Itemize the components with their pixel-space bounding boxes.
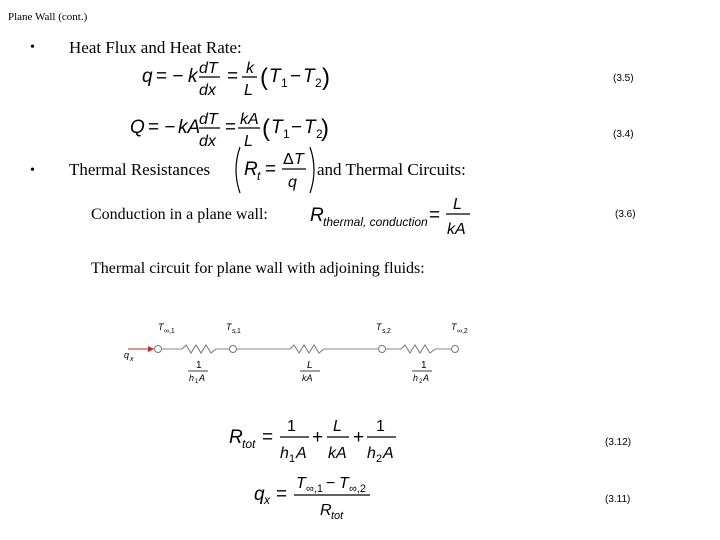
svg-text:h: h xyxy=(189,373,195,383)
svg-text:): ) xyxy=(321,115,329,142)
svg-text:kA: kA xyxy=(178,117,201,138)
thermal-circuits-text: and Thermal Circuits: xyxy=(317,160,466,179)
heat-flow-label xyxy=(124,350,134,363)
svg-text:−: − xyxy=(326,475,336,492)
svg-text:k: k xyxy=(188,66,198,87)
svg-text:=: = xyxy=(262,427,274,448)
svg-text:+: + xyxy=(353,427,365,448)
svg-text:= −: = − xyxy=(148,117,176,138)
svg-text:Q: Q xyxy=(130,117,145,138)
equation-number-3-12: (3.12) xyxy=(605,437,632,448)
bullet-marker: • xyxy=(30,163,35,178)
svg-text:2: 2 xyxy=(376,453,383,465)
svg-text:dT: dT xyxy=(199,111,218,128)
equation-number-3-6: (3.6) xyxy=(615,209,636,220)
svg-text:dx: dx xyxy=(199,82,216,99)
svg-text:R: R xyxy=(229,427,243,448)
equation-number-3-11: (3.11) xyxy=(605,494,631,505)
bullet-marker: • xyxy=(30,40,35,55)
equation-number-3-5: (3.5) xyxy=(613,73,634,84)
svg-text:2: 2 xyxy=(419,379,423,385)
svg-text:1: 1 xyxy=(376,418,385,435)
svg-text:2: 2 xyxy=(315,76,322,90)
svg-text:thermal, conduction: thermal, conduction xyxy=(323,215,428,229)
svg-text:1: 1 xyxy=(421,360,427,371)
svg-text:x: x xyxy=(264,493,270,507)
svg-text:kA: kA xyxy=(302,373,313,383)
svg-text:(: ( xyxy=(262,115,270,142)
svg-text:∞,1: ∞,1 xyxy=(164,328,175,335)
svg-text:s: s xyxy=(382,328,386,335)
svg-text:tot: tot xyxy=(242,437,256,451)
svg-text:1: 1 xyxy=(195,379,199,385)
svg-text:T: T xyxy=(451,322,457,332)
svg-text:kA: kA xyxy=(240,111,259,128)
svg-text:kA: kA xyxy=(328,445,347,462)
svg-text:L: L xyxy=(307,360,313,371)
svg-text:=: = xyxy=(227,66,239,87)
svg-text:tot: tot xyxy=(331,510,344,522)
svg-text:= −: = − xyxy=(156,66,184,87)
svg-text:h: h xyxy=(367,445,376,462)
circuit-node-t-inf-2 xyxy=(452,346,459,353)
svg-text:h: h xyxy=(280,445,289,462)
svg-text:=: = xyxy=(276,484,288,505)
svg-text:1: 1 xyxy=(281,76,288,90)
slide-title: Plane Wall (cont.) xyxy=(8,11,88,23)
svg-text:T: T xyxy=(226,322,232,332)
svg-text:A: A xyxy=(296,445,307,462)
svg-text:+: + xyxy=(312,427,324,448)
svg-text:Δ: Δ xyxy=(283,151,294,168)
equation-number-3-4: (3.4) xyxy=(613,129,634,140)
svg-text:q: q xyxy=(254,484,265,505)
svg-text:T: T xyxy=(339,475,349,492)
equation-conduction-resistance xyxy=(308,192,478,242)
svg-text:∞,2: ∞,2 xyxy=(457,328,468,335)
svg-text:): ) xyxy=(322,64,330,91)
svg-text:−: − xyxy=(290,66,302,87)
equation-heat-flux xyxy=(140,52,330,102)
svg-text:R: R xyxy=(310,205,324,226)
svg-text:=: = xyxy=(225,117,237,138)
svg-text:1: 1 xyxy=(289,453,296,465)
svg-text:q: q xyxy=(124,350,130,360)
svg-text:1: 1 xyxy=(196,360,202,371)
svg-text:R: R xyxy=(320,502,332,519)
svg-text:L: L xyxy=(244,82,253,99)
svg-text:T: T xyxy=(271,117,283,138)
equation-total-resistance xyxy=(225,410,400,470)
svg-text:A: A xyxy=(199,373,206,383)
svg-text:,2: ,2 xyxy=(385,328,391,335)
svg-text:q: q xyxy=(288,174,297,191)
circuit-node-ts-1 xyxy=(230,346,237,353)
svg-text:t: t xyxy=(257,169,261,183)
svg-text:2: 2 xyxy=(316,127,323,141)
svg-text:T: T xyxy=(158,322,164,332)
svg-text:T: T xyxy=(296,475,306,492)
svg-text:A: A xyxy=(423,373,430,383)
svg-text:q: q xyxy=(142,66,153,87)
svg-text:−: − xyxy=(291,117,303,138)
svg-text:s: s xyxy=(232,328,236,335)
circuit-node-ts-2 xyxy=(379,346,386,353)
svg-text:dT: dT xyxy=(199,60,218,77)
svg-text:∞,2: ∞,2 xyxy=(349,483,367,495)
svg-text:=: = xyxy=(265,159,277,180)
equation-resistance-definition xyxy=(230,143,320,197)
svg-text:1: 1 xyxy=(287,418,296,435)
svg-text:T: T xyxy=(269,66,281,87)
svg-text:x: x xyxy=(130,356,134,363)
heading-heat-flux-rate: Heat Flux and Heat Rate: xyxy=(69,38,242,57)
svg-text:∞,1: ∞,1 xyxy=(306,483,324,495)
svg-text:L: L xyxy=(333,418,342,435)
svg-text:=: = xyxy=(429,205,441,226)
circuit-caption: Thermal circuit for plane wall with adjoining fluids: xyxy=(91,260,425,277)
heading-thermal-resistances: Thermal Resistances xyxy=(69,160,211,179)
circuit-node-t-inf-1 xyxy=(155,346,162,353)
thermal-circuit-diagram xyxy=(118,318,478,390)
svg-text:k: k xyxy=(246,60,254,77)
svg-text:,1: ,1 xyxy=(235,328,241,335)
svg-text:(: ( xyxy=(260,64,268,91)
equation-heat-rate-total xyxy=(250,468,390,524)
conduction-label: Conduction in a plane wall: xyxy=(91,206,268,223)
svg-text:L: L xyxy=(453,196,462,213)
svg-text:h: h xyxy=(413,373,419,383)
svg-text:R: R xyxy=(244,159,258,180)
svg-text:A: A xyxy=(383,445,394,462)
svg-text:T: T xyxy=(303,66,315,87)
svg-text:T: T xyxy=(376,322,382,332)
svg-text:T: T xyxy=(304,117,316,138)
svg-text:dx: dx xyxy=(199,133,216,150)
svg-text:T: T xyxy=(294,151,304,168)
svg-text:1: 1 xyxy=(283,127,290,141)
svg-text:kA: kA xyxy=(447,221,466,238)
svg-text:L: L xyxy=(244,133,253,150)
